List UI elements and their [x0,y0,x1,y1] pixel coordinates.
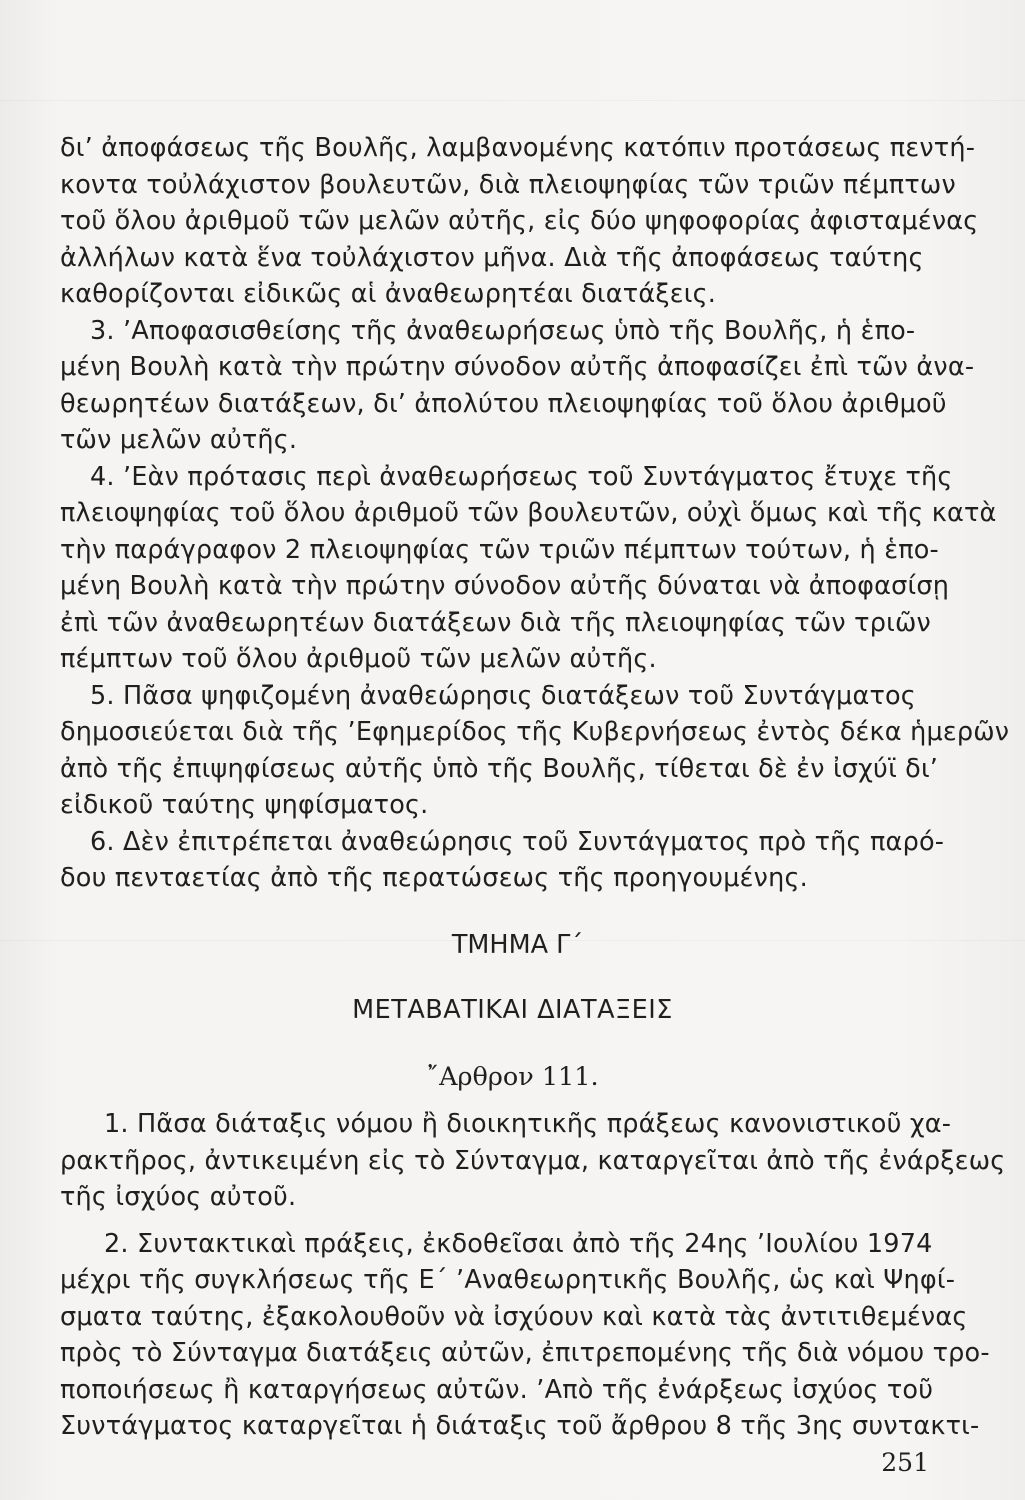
paragraph-2 [60,1226,990,1445]
text-line: δου πενταετίας ἀπὸ τῆς περατώσεως τῆς προηγουμένης. [60,863,808,893]
text-line: δημοσιεύεται διὰ τῆς ’Εφημερίδος τῆς Κυβερνήσεως ἐντὸς δέκα ἡμερῶν [60,717,1010,747]
page-number: 251 [881,1448,929,1477]
text-line: μένη Βουλὴ κατὰ τὴν πρώτην σύνοδον αὐτῆς ἀποφασίζει ἐπὶ τῶν ἀνα- [60,352,975,382]
text-line: τοῦ ὅλου ἀριθμοῦ τῶν μελῶν αὐτῆς, εἰς δύο ψηφοφορίας ἀφισταμένας [60,206,979,236]
bleed-through-line [0,100,1025,101]
text-line: θεωρητέων διατάξεων, δι’ ἀπολύτου πλειοψηφίας τοῦ ὅλου ἀριθμοῦ [60,388,947,419]
text-line: ἀλλήλων κατὰ ἕνα τοὐλάχιστον μῆνα. Διὰ τῆς ἀποφάσεως ταύτης [60,242,924,273]
section-title: ΜΕΤΑΒΑΤΙΚΑΙ ΔΙΑΤΑΞΕΙΣ [352,995,673,1025]
text-line: ἀπὸ τῆς ἐπιψηφίσεως αὐτῆς ὑπὸ τῆς Βουλῆς, τίθεται δὲ ἐν ἰσχύϊ δι’ [60,753,939,784]
text-line: τὴν παράγραφον 2 πλειοψηφίας τῶν τριῶν πέμπτων τούτων, ἡ ἑπο- [60,534,939,565]
text-line: πλειοψηφίας τοῦ ὅλου ἀριθμοῦ τῶν βουλευτῶν, οὐχὶ ὅμως καὶ τῆς κατὰ [60,498,997,528]
paragraph-4 [60,459,997,678]
paragraph-5 [60,678,1010,824]
text-line: ποποιήσεως ἢ καταργήσεως αὐτῶν. ’Απὸ τῆς ἐνάρξεως ἰσχύος τοῦ [60,1374,934,1405]
text-line: 2. Συντακτικαὶ πράξεις, ἐκδοθεῖσαι ἀπὸ τῆς 24ης ’Ιουλίου 1974 [104,1228,933,1259]
paragraph-continuation [60,130,979,313]
text-line: 5. Πᾶσα ψηφιζομένη ἀναθεώρησις διατάξεων τοῦ Συντάγματος [90,680,916,711]
text-line: 1. Πᾶσα διάταξις νόμου ἢ διοικητικῆς πράξεως κανονιστικοῦ χα- [104,1109,952,1139]
text-line: ρακτῆρος, ἀντικειμένη εἰς τὸ Σύνταγμα, καταργεῖται ἀπὸ τῆς ἐνάρξεως [60,1145,1006,1176]
text-line: σματα ταύτης, ἐξακολουθοῦν νὰ ἰσχύουν καὶ κατὰ τὰς ἀντιτιθεμένας [60,1301,968,1332]
text-line: δι’ ἀποφάσεως τῆς Βουλῆς, λαμβανομένης κατόπιν προτάσεως πεντή- [60,133,976,163]
paragraph-1 [60,1106,1006,1216]
text-line: ἐπὶ τῶν ἀναθεωρητέων διατάξεων διὰ τῆς πλειοψηφίας τῶν τριῶν [60,607,931,638]
text-line: πρὸς τὸ Σύνταγμα διατάξεις αὐτῶν, ἐπιτρεπομένης τῆς διὰ νόμου τρο- [60,1338,990,1368]
text-line: μένη Βουλὴ κατὰ τὴν πρώτην σύνοδον αὐτῆς δύναται νὰ ἀποφασίσῃ [60,571,950,601]
text-line: κοντα τοὐλάχιστον βουλευτῶν, διὰ πλειοψηφίας τῶν τριῶν πέμπτων [60,169,956,200]
paragraph-6 [60,824,945,897]
text-line: τῶν μελῶν αὐτῆς. [60,425,298,455]
text-line: μέχρι τῆς συγκλήσεως τῆς Ε΄ ’Αναθεωρητικῆς Βουλῆς, ὡς καὶ Ψηφί- [60,1265,956,1295]
text-line: καθορίζονται εἰδικῶς αἱ ἀναθεωρητέαι διατάξεις. [60,279,717,309]
text-line: Συντάγματος καταργεῖται ἡ διάταξις τοῦ ἄρθρου 8 τῆς 3ης συντακτι- [60,1411,980,1441]
text-line: εἰδικοῦ ταύτης ψηφίσματος. [60,790,429,820]
article-111-text [60,1106,1006,1445]
text-line: τῆς ἰσχύος αὐτοῦ. [60,1182,297,1212]
text-line: 3. ’Αποφασισθείσης τῆς ἀναθεωρήσεως ὑπὸ τῆς Βουλῆς, ἡ ἑπο- [90,315,916,346]
section-heading: ΤΜΗΜΑ Γ΄ [451,930,584,960]
article-heading: ῎Αρθρον 111. [426,1062,599,1092]
text-line: 6. Δὲν ἐπιτρέπεται ἀναθεώρησις τοῦ Συντάγματος πρὸ τῆς παρό- [90,826,945,857]
text-line: 4. ’Εὰν πρότασις περὶ ἀναθεωρήσεως τοῦ Συντάγματος ἔτυχε τῆς [90,461,953,492]
paragraph-3 [60,313,975,459]
text-line: πέμπτων τοῦ ὅλου ἀριθμοῦ τῶν μελῶν αὐτῆς. [60,644,657,674]
article-110-text [60,130,1010,897]
